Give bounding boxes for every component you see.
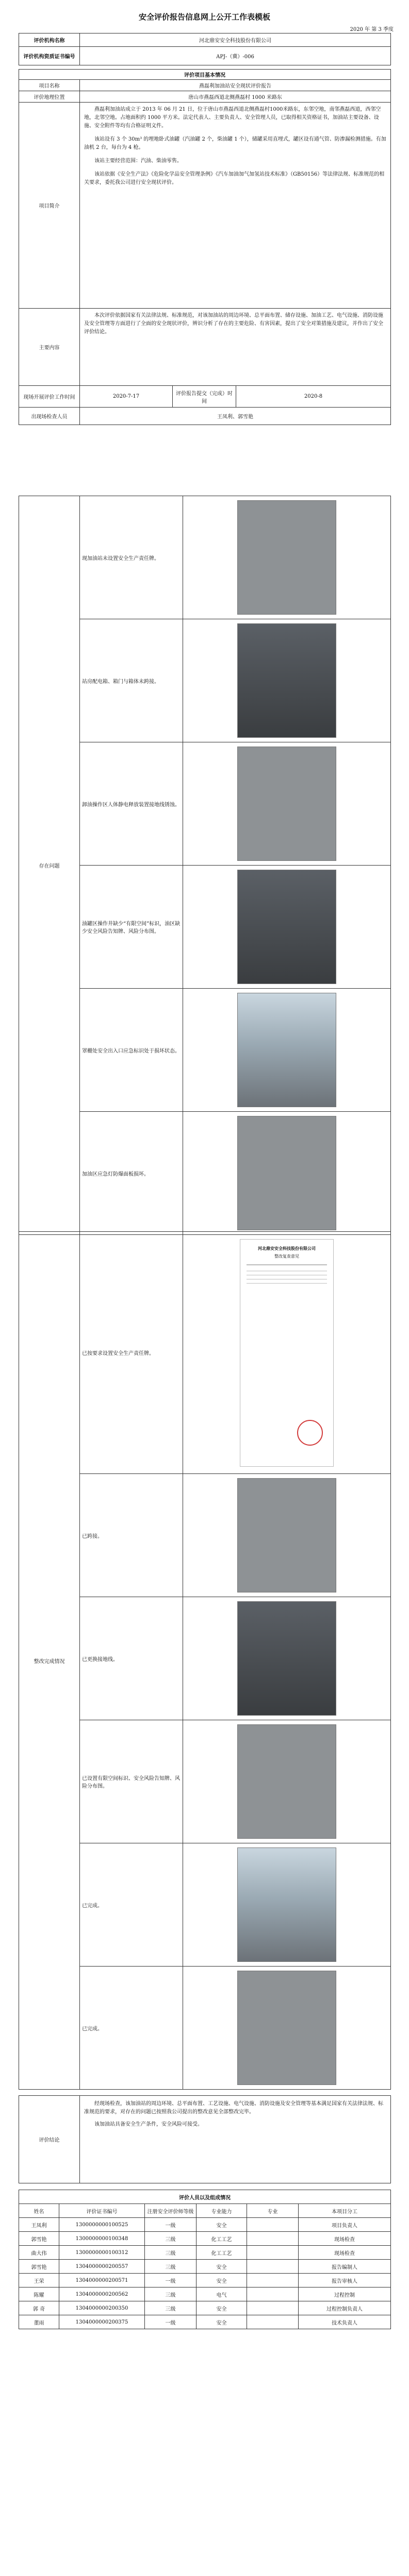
- staff-level: 三级: [145, 2287, 197, 2301]
- project-location-value: 唐山市燕磊西道北侧燕磊村 1000 米路东: [80, 91, 391, 103]
- page-title: 安全评价报告信息网上公开工作表模板: [138, 12, 270, 22]
- conclusion-paragraph: 该加油站具备安全生产条件，安全风险可接受。: [94, 2122, 203, 2127]
- org-name-value: 河北鼎安安全科技股份有限公司: [80, 33, 391, 47]
- staff-ability: 化工工艺: [197, 2232, 247, 2246]
- staff-role: 过程控制: [299, 2287, 391, 2301]
- staff-ability: 安全: [197, 2260, 247, 2274]
- staff-level: 三级: [145, 2232, 197, 2246]
- problem-photo: [237, 747, 336, 861]
- staff-name: 董雨: [19, 2315, 59, 2329]
- staff-role: 项目负责人: [299, 2218, 391, 2232]
- project-name-label: 项目名称: [19, 80, 80, 91]
- document-title: 河北鼎安安全科技股份有限公司: [258, 1245, 316, 1251]
- overview-paragraph: 该站依据《安全生产法》《危险化学品安全管理条例》《汽车加油加气加氢站技术标准》（GB50156）等法律法规、标准规范的相关要求，委托我公司进行安全现状评价。: [84, 172, 385, 185]
- staff-ability: 电气: [197, 2287, 247, 2301]
- problem-photo: [237, 623, 336, 738]
- staff-name: 陈耀: [19, 2287, 59, 2301]
- staff-level: 三级: [145, 2260, 197, 2274]
- problem-item: 油罐区操作井缺少“有限空间”标识，油区缺少安全风险告知牌、风险分布图。: [80, 866, 183, 989]
- project-overview: [80, 103, 391, 309]
- staff-role: 报告审核人: [299, 2274, 391, 2287]
- org-name-label: 评价机构名称: [19, 33, 80, 47]
- field-work-value: 2020-7-17: [80, 386, 173, 408]
- table-row: [19, 2274, 391, 2287]
- staff-major: [247, 2246, 299, 2260]
- staff-name: 王凤利: [19, 2218, 59, 2232]
- rectification-label: 整改完成情况: [19, 1232, 80, 2090]
- rectification-photo: [237, 1724, 336, 1839]
- staff-role: 现场检查: [299, 2232, 391, 2246]
- staff-header-cell: 评价证书编号: [59, 2204, 145, 2218]
- staff-level: 一级: [145, 2274, 197, 2287]
- staff-cert: 1300000000100525: [59, 2218, 145, 2232]
- staff-level: 三级: [145, 2301, 197, 2315]
- overview-paragraph: 燕磊利加油站成立于 2013 年 06 月 21 日，位于唐山市燕磊西道北侧燕磊村1000米路东，东邻空地，南邻燕磊西道，西邻空地，北邻空地。占地面积约 1000 平方米。法定代表人、主要负责人、安全管理人员，已取得相关资格证书，加油站主要设备、设施、安全附件等均有合格证明文件。: [84, 107, 381, 129]
- problem-item: 加油区应急灯防爆面板损坏。: [80, 1112, 183, 1235]
- rectification-item: 已跨接。: [80, 1474, 183, 1597]
- staff-major: [247, 2315, 299, 2329]
- project-table: [19, 69, 391, 425]
- year-quarter-line: 2020 年 第 3 季度: [350, 27, 394, 32]
- problem-item: 站房配电箱、箱门与箱体未跨接。: [80, 619, 183, 742]
- staff-level: 三级: [145, 2246, 197, 2260]
- seal-stamp: [297, 1420, 323, 1446]
- rectification-item: 已按要求设置安全生产责任牌。: [80, 1232, 183, 1474]
- staff-name: 郭雪艳: [19, 2260, 59, 2274]
- table-row: [19, 2246, 391, 2260]
- staff-header-cell: 本项目分工: [299, 2204, 391, 2218]
- org-table: [19, 33, 391, 65]
- staff-ability: 安全: [197, 2274, 247, 2287]
- field-work-label: 现场开展评价工作时间: [19, 386, 80, 408]
- report-date-label: 评价报告提交（完成）时间: [173, 386, 236, 408]
- project-location-label: 评价地理位置: [19, 91, 80, 103]
- staff-ability: 化工工艺: [197, 2246, 247, 2260]
- staff-major: [247, 2218, 299, 2232]
- overview-paragraph: 该站设有 3 个 30m³ 的埋地卧式油罐（汽油罐 2 个，柴油罐 1 个），储罐采用直埋式，罐区设有通气管、防渗漏检测措施。有加油机 2 台，每台为 4 枪。: [84, 137, 386, 150]
- staff-major: [247, 2287, 299, 2301]
- staff-name: 王荣: [19, 2274, 59, 2287]
- conclusion-table: [19, 2095, 391, 2183]
- rectification-photo: [237, 1601, 336, 1716]
- overview-paragraph: 该站主要经营范围：汽油、柴油零售。: [94, 158, 182, 164]
- staff-table: [19, 2190, 391, 2329]
- org-cert-label: 评价机构资质证书编号: [19, 47, 80, 65]
- problem-item: 罩棚处安全出入口应急标识处于损坏状态。: [80, 989, 183, 1112]
- rectification-item: 已完成。: [80, 1843, 183, 1967]
- rectification-item: 已完成。: [80, 1967, 183, 2090]
- staff-major: [247, 2301, 299, 2315]
- staff-cert: 1304000000200562: [59, 2287, 145, 2301]
- table-row: [19, 2218, 391, 2232]
- project-overview-label: 项目简介: [19, 103, 80, 309]
- staff-cert: 1304000000200375: [59, 2315, 145, 2329]
- problem-photo: [237, 1116, 336, 1230]
- staff-cert: 1300000000100348: [59, 2232, 145, 2246]
- staff-level: 一级: [145, 2218, 197, 2232]
- staff-cert: 1304000000200557: [59, 2260, 145, 2274]
- staff-ability: 安全: [197, 2301, 247, 2315]
- staff-major: [247, 2274, 299, 2287]
- table-row: [19, 2232, 391, 2246]
- staff-name: 曲大伟: [19, 2246, 59, 2260]
- conclusion-paragraph: 经现场检查，该加油站的周边环境、总平面布置、工艺设施、电气设施、消防设施及安全管理等基本满足国家有关法律法规、标准规范的要求，对存在的问题已按照我公司提出的整改意见全部整改完毕。: [84, 2101, 383, 2115]
- staff-major: [247, 2260, 299, 2274]
- field-staff-value: 王凤利、郭雪艳: [80, 408, 391, 425]
- conclusion-label: 评价结论: [19, 2096, 80, 2183]
- staff-ability: 安全: [197, 2218, 247, 2232]
- staff-header-cell: 姓名: [19, 2204, 59, 2218]
- problem-photo: [237, 870, 336, 984]
- table-row: [19, 2315, 391, 2329]
- staff-role: 现场检查: [299, 2246, 391, 2260]
- rectification-photo: [237, 1478, 336, 1592]
- staff-role: 过程控制负责人: [299, 2301, 391, 2315]
- problem-photo: [237, 500, 336, 615]
- staff-cert: 1304000000200350: [59, 2301, 145, 2315]
- staff-header-cell: 注册安全评价师等级: [145, 2204, 197, 2218]
- main-content-label: 主要内容: [19, 309, 80, 386]
- rectification-photo: [237, 1848, 336, 1962]
- rectification-item: 已设置有限空间标识、安全风险告知牌、风险分布图。: [80, 1720, 183, 1843]
- field-staff-label: 出现场检查人员: [19, 408, 80, 425]
- rectification-item: 已更换接地线。: [80, 1597, 183, 1720]
- staff-cert: 1300000000100312: [59, 2246, 145, 2260]
- main-content-value: 本次评价依据国家有关法律法规、标准规范，对该加油站的周边环境、总平面布置、储存设施、加油工艺、电气设施、消防设施及安全管理等方面进行了全面的安全现状评价，辨识分析了存在的主要危险、有害因素，提出了安全对策措施及建议，并作出了安全评价结论。: [84, 313, 383, 335]
- problem-item: 现加油站未设置安全生产责任牌。: [80, 496, 183, 619]
- project-name-value: 燕磊利加油站安全现状评价报告: [80, 80, 391, 91]
- staff-section-title: 评价人员以及组成情况: [19, 2190, 391, 2204]
- problems-label: 存在问题: [19, 496, 80, 1235]
- rectification-photo: [237, 1971, 336, 2085]
- staff-major: [247, 2232, 299, 2246]
- problem-item: 卸油操作区人体静电释放装置接地线锈蚀。: [80, 742, 183, 866]
- document-subtitle: 整改复查意见: [274, 1253, 299, 1259]
- problem-photo: [237, 993, 336, 1107]
- project-section-title: 评价项目基本情况: [19, 70, 391, 80]
- table-row: [19, 2260, 391, 2274]
- org-cert-value: APJ-（冀）-006: [80, 47, 391, 65]
- staff-ability: 安全: [197, 2315, 247, 2329]
- report-date-value: 2020-8: [236, 386, 391, 408]
- table-row: [19, 2301, 391, 2315]
- rectification-table: [19, 1231, 391, 2090]
- staff-name: 郭 奇: [19, 2301, 59, 2315]
- staff-name: 郭雪艳: [19, 2232, 59, 2246]
- staff-header-cell: 专业能力: [197, 2204, 247, 2218]
- problems-table: [19, 496, 391, 1235]
- table-row: [19, 2287, 391, 2301]
- staff-level: 一级: [145, 2315, 197, 2329]
- staff-role: 报告编制人: [299, 2260, 391, 2274]
- staff-cert: 1304000000200571: [59, 2274, 145, 2287]
- staff-role: 技术负责人: [299, 2315, 391, 2329]
- rectification-document: [240, 1239, 334, 1467]
- staff-header-cell: 专业: [247, 2204, 299, 2218]
